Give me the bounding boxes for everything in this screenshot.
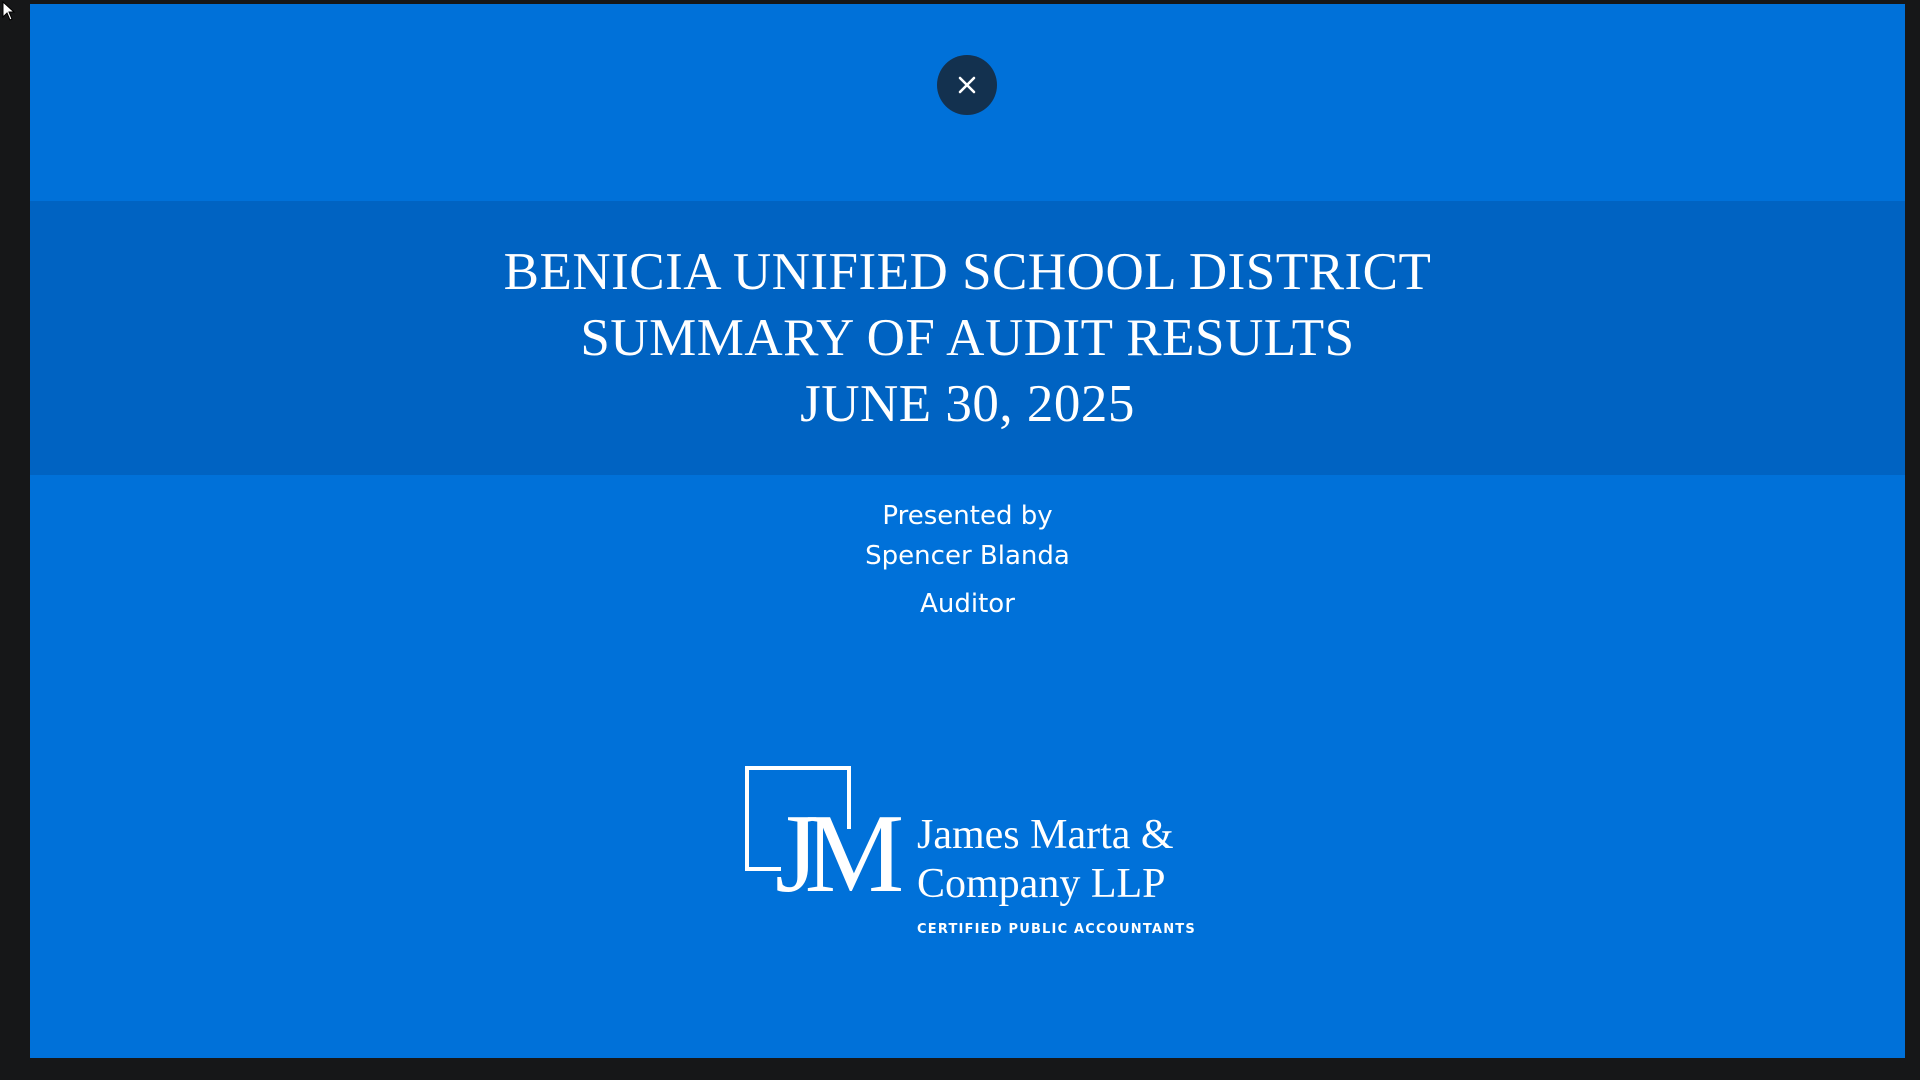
close-icon <box>958 76 976 94</box>
slide-title-line-1: BENICIA UNIFIED SCHOOL DISTRICT <box>503 243 1432 301</box>
title-band <box>30 201 1905 475</box>
presenter-name: Spencer Blanda <box>865 541 1070 571</box>
presentation-slide <box>30 4 1905 1058</box>
jm-monogram <box>759 761 909 906</box>
jm-monogram-text: JM <box>775 792 891 906</box>
presented-by-label: Presented by <box>882 501 1053 531</box>
firm-name-line-1: James Marta & <box>917 812 1174 858</box>
slide-title-line-2: SUMMARY OF AUDIT RESULTS <box>580 309 1355 367</box>
firm-logo <box>745 761 1225 941</box>
mouse-cursor-icon <box>2 1 16 21</box>
firm-name-line-2: Company LLP <box>917 861 1166 907</box>
firm-tagline: CERTIFIED PUBLIC ACCOUNTANTS <box>917 922 1196 937</box>
presenter-role: Auditor <box>920 589 1015 619</box>
close-button[interactable] <box>937 55 997 115</box>
slide-title-line-3: JUNE 30, 2025 <box>800 375 1135 433</box>
